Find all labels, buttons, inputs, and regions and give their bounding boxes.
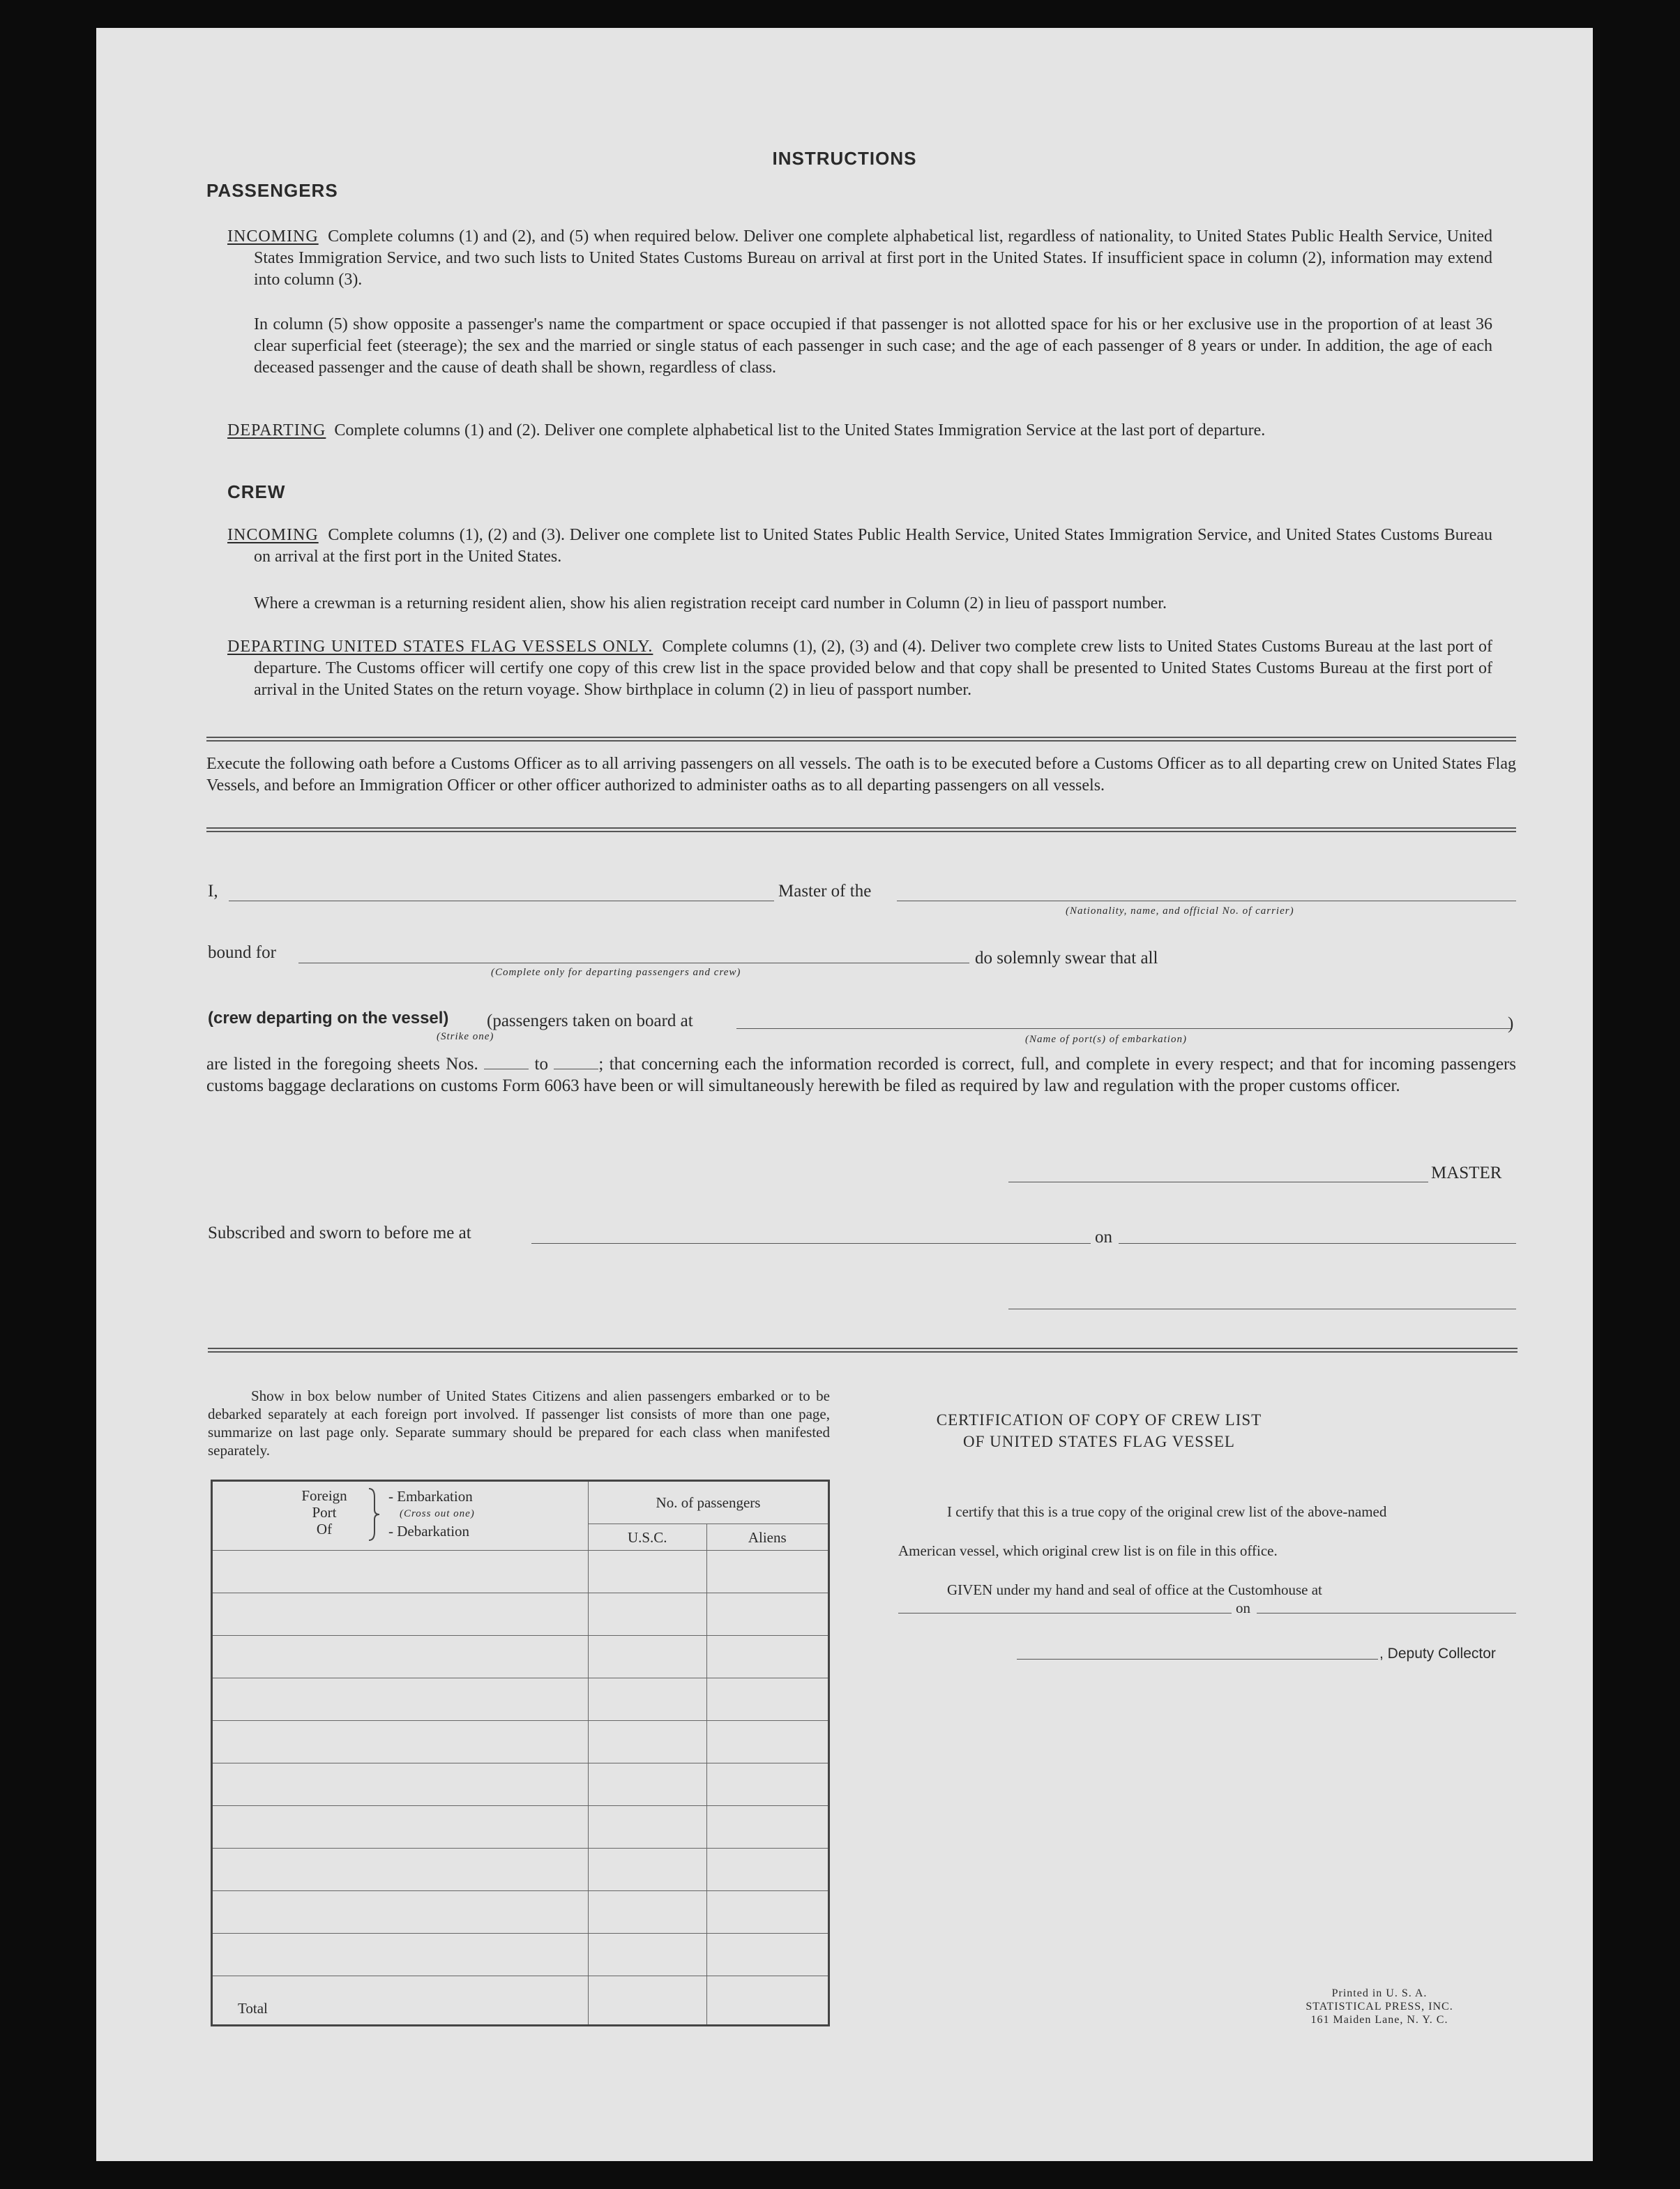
cross-out-caption: (Cross out one) [400, 1508, 475, 1519]
port-cell[interactable] [212, 1636, 589, 1678]
port-caption: (Name of port(s) of embarkation) [1025, 1034, 1187, 1045]
form-page [96, 28, 1593, 2161]
port-cell[interactable] [212, 1806, 589, 1849]
subscribed-place-field[interactable] [531, 1243, 1091, 1244]
crew-departing-text: Complete columns (1), (2), (3) and (4). Deliver two complete crew lists to United States Customs Bureau at the last port of departure. The Customs officer will certify one copy of this crew list in the space provided below and that copy shall be presented to United States Customs Bureau at the first port of arrival in the United States on the return voyage. Show birthplace in column (2) in lieu of passport number. [254, 638, 1492, 699]
foreign-port-header [212, 1481, 589, 1551]
embarkation-label: - Embarkation [388, 1488, 473, 1505]
table-row [212, 1551, 829, 1593]
aliens-cell[interactable] [706, 1849, 829, 1891]
passengers-departing-label: DEPARTING [227, 421, 326, 439]
embarkation-port-field[interactable] [736, 1028, 1512, 1029]
port-cell[interactable] [212, 1934, 589, 1976]
double-rule-2 [206, 827, 1516, 832]
swear-label: do solemnly swear that all [975, 949, 1158, 968]
usc-cell[interactable] [589, 1593, 707, 1636]
crew-resident-paragraph: Where a crewman is a returning resident alien, show his alien registration receipt card number in Column (2) in lieu of passport number. [254, 594, 1167, 612]
usc-cell[interactable] [589, 1891, 707, 1934]
nationality-caption: (Nationality, name, and official No. of carrier) [1066, 905, 1294, 917]
aliens-cell[interactable] [706, 1891, 829, 1934]
usc-cell[interactable] [589, 1806, 707, 1849]
crew-departing-option[interactable] [208, 1009, 448, 1028]
passengers-departing-text: Complete columns (1) and (2). Deliver one complete alphabetical list to the United States Immigration Service at the last port of departure. [334, 421, 1266, 439]
crew-departing-paragraph [227, 636, 1492, 701]
sheets-to-label: to [534, 1055, 548, 1074]
oath-sheets-paragraph [206, 1053, 1516, 1097]
aliens-cell[interactable] [706, 1636, 829, 1678]
crew-departing-text: (crew departing on the vessel) [208, 1009, 449, 1028]
usc-cell[interactable] [589, 1763, 707, 1806]
aliens-cell[interactable] [706, 1678, 829, 1721]
usc-cell[interactable] [589, 1678, 707, 1721]
aliens-cell[interactable] [706, 1551, 829, 1593]
passengers-incoming-label: INCOMING [227, 227, 319, 246]
debarkation-label: - Debarkation [388, 1523, 470, 1540]
deputy-signature-field[interactable] [1017, 1659, 1378, 1660]
crew-incoming-label: INCOMING [227, 526, 319, 544]
deputy-collector-label: , Deputy Collector [1379, 1646, 1496, 1662]
usc-cell[interactable] [589, 1721, 707, 1763]
certification-on-label: on [1236, 1600, 1250, 1616]
crew-incoming-text: Complete columns (1), (2) and (3). Deliver one complete list to United States Public Health Service, United States Immigration Service, and United States Customs Bureau on arrival at the first port in the United States. [254, 526, 1492, 566]
no-of-passengers-header: No. of passengers [589, 1481, 829, 1524]
usc-cell[interactable] [589, 1636, 707, 1678]
total-label: Total [212, 1976, 589, 2026]
table-row [212, 1763, 829, 1806]
certification-title-line2: OF UNITED STATES FLAG VESSEL [963, 1433, 1235, 1450]
port-cell[interactable] [212, 1763, 589, 1806]
table-row [212, 1721, 829, 1763]
usc-cell[interactable] [589, 1849, 707, 1891]
usc-cell[interactable] [589, 1551, 707, 1593]
port-cell[interactable] [212, 1551, 589, 1593]
oath-i-label: I, [208, 882, 218, 901]
bound-for-label: bound for [208, 943, 276, 962]
aliens-header: Aliens [706, 1524, 829, 1551]
aliens-cell[interactable] [706, 1806, 829, 1849]
port-cell[interactable] [212, 1678, 589, 1721]
total-row [212, 1976, 829, 2026]
port-cell[interactable] [212, 1593, 589, 1636]
master-label: MASTER [1431, 1164, 1502, 1182]
sheets-text: ; that concerning each the information recorded is correct, full, and complete in every respect; and that for incoming passengers customs baggage declarations on customs Form 6063 have been or will simultaneously herewith be filed as required by law and regulation with the proper customs officer. [206, 1055, 1517, 1095]
table-row [212, 1806, 829, 1849]
crew-incoming-paragraph [227, 525, 1492, 568]
certify-text: I certify that this is a true copy of the original crew list of the above-named [947, 1503, 1387, 1520]
certification-title [897, 1409, 1301, 1452]
close-paren: ) [1508, 1014, 1514, 1033]
passengers-column5-paragraph: In column (5) show opposite a passenger's name the compartment or space occupied if that passenger is not allotted space for his or her exclusive use in the proportion of at least 36 clear superficial feet (steerage); the sex and the married or single status of each passenger in such case; and the age of each passenger of 8 years or under. In addition, the age of each deceased passenger and the cause of death shall be shown, regardless of class. [254, 315, 1492, 377]
strike-caption: (Strike one) [437, 1031, 494, 1042]
table-row [212, 1891, 829, 1934]
table-row [212, 1849, 829, 1891]
table-row [212, 1678, 829, 1721]
subscribed-on-label: on [1095, 1228, 1112, 1247]
port-cell[interactable] [212, 1891, 589, 1934]
aliens-total-cell[interactable] [706, 1976, 829, 2026]
aliens-cell[interactable] [706, 1934, 829, 1976]
foreign-port-of: Foreign Port Of [301, 1487, 347, 1537]
table-row [212, 1636, 829, 1678]
port-cell[interactable] [212, 1721, 589, 1763]
brace-icon [368, 1487, 381, 1542]
passengers-incoming-paragraph [227, 226, 1492, 291]
aliens-cell[interactable] [706, 1721, 829, 1763]
certification-title-line1: CERTIFICATION OF COPY OF CREW LIST [936, 1411, 1262, 1429]
double-rule-3 [208, 1348, 1518, 1353]
master-of-the-label: Master of the [778, 882, 872, 901]
american-vessel-text: American vessel, which original crew list is on file in this office. [898, 1542, 1278, 1559]
table-row [212, 1934, 829, 1976]
oath-instruction: Execute the following oath before a Customs Officer as to all arriving passengers on all vessels. The oath is to be executed before a Customs Officer as to all departing crew on United States Flag Vessels, and before an Immigration Officer or other officer authorized to administer oaths as to all departing passengers on all vessels. [206, 755, 1516, 795]
subscribed-date-field[interactable] [1119, 1243, 1516, 1244]
passengers-departing-paragraph [227, 420, 1492, 442]
page-title: INSTRUCTIONS [772, 148, 917, 169]
passengers-incoming-text: Complete columns (1) and (2), and (5) when required below. Deliver one complete alphabetical list, regardless of nationality, to United States Public Health Service, United States Immigration Service, and two such lists to United States Customs Bureau on arrival at first port in the United States. If insufficient space in column (2), information may extend into column (3). [254, 227, 1492, 289]
usc-total-cell[interactable] [589, 1976, 707, 2026]
port-cell[interactable] [212, 1849, 589, 1891]
printer-imprint: Printed in U. S. A. STATISTICAL PRESS, INC. 161 Maiden Lane, N. Y. C. [1306, 1987, 1453, 2026]
passengers-heading: PASSENGERS [206, 180, 338, 201]
bound-caption: (Complete only for departing passengers and crew) [491, 967, 741, 978]
sheets-label: are listed in the foregoing sheets Nos. [206, 1055, 478, 1074]
given-text: GIVEN under my hand and seal of office at the Customhouse at [947, 1581, 1322, 1598]
usc-cell[interactable] [589, 1934, 707, 1976]
crew-departing-label: DEPARTING UNITED STATES FLAG VESSELS ONLY. [227, 638, 653, 656]
passengers-taken-label: (passengers taken on board at [487, 1011, 693, 1030]
table-row [212, 1593, 829, 1636]
aliens-cell[interactable] [706, 1593, 829, 1636]
double-rule-1 [206, 737, 1516, 742]
aliens-cell[interactable] [706, 1763, 829, 1806]
usc-header: U.S.C. [589, 1524, 707, 1551]
passenger-summary-table [211, 1480, 830, 2026]
subscribed-label: Subscribed and sworn to before me at [208, 1224, 471, 1242]
summary-instruction: Show in box below number of United States Citizens and alien passengers embarked or to be debarked separately at each foreign port involved. If passenger list consists of more than one page, summarize on last page only. Separate summary should be prepared for each class when manifested separately. [208, 1387, 830, 1459]
crew-heading: CREW [227, 481, 286, 502]
